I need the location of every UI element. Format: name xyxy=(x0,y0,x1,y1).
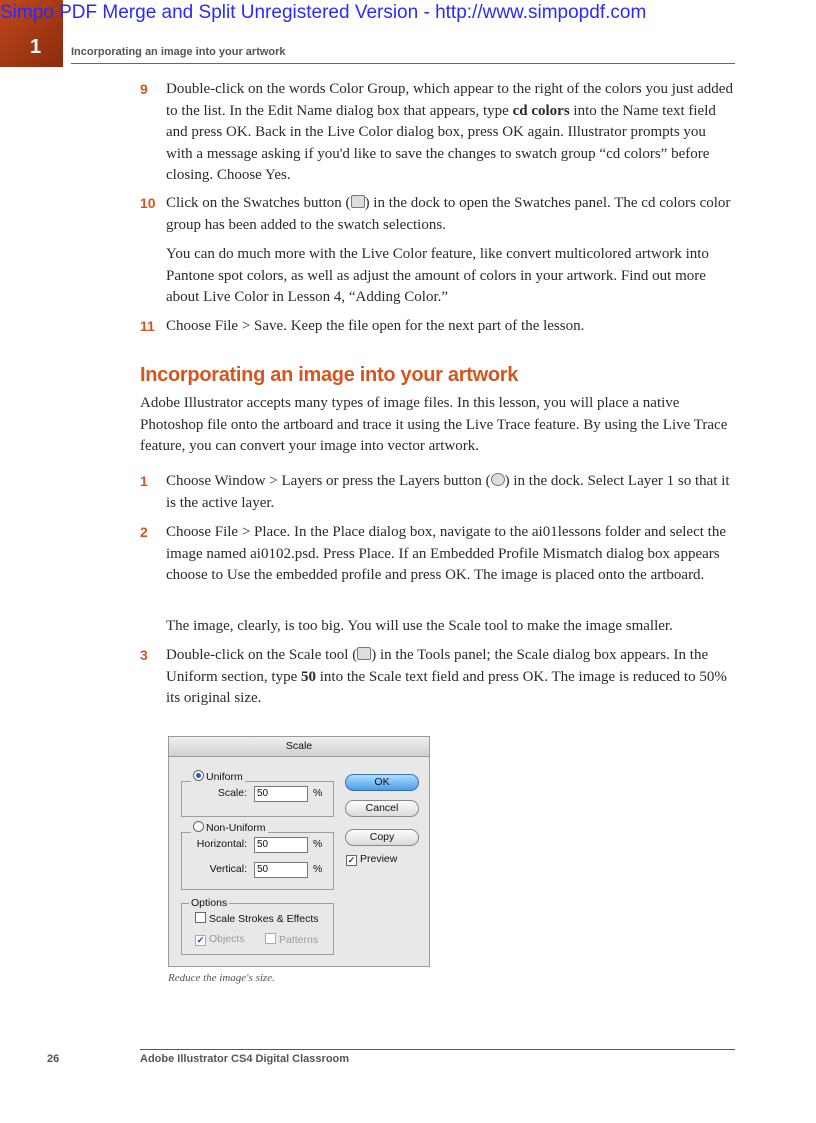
step-text-part: into the Name text field and press OK. Back in the Live Color dialog box, press OK again. Illustrator prompts you with a message asking if you'd like to save the changes to swatch group “cd colors” before closing. Choose Yes. xyxy=(166,102,716,183)
step-number: 1 xyxy=(140,473,148,489)
step-text-part: into the Scale text field and press OK. The image is reduced to 50% its original size. xyxy=(166,668,727,706)
horizontal-input[interactable]: 50 xyxy=(254,837,308,853)
patterns-checkbox[interactable] xyxy=(265,933,276,944)
step-9 xyxy=(140,79,736,187)
ok-button[interactable]: OK xyxy=(345,774,419,791)
uniform-option[interactable] xyxy=(191,770,245,783)
footer-rule xyxy=(140,1049,735,1050)
book-title: Adobe Illustrator CS4 Digital Classroom xyxy=(140,1053,350,1065)
scale-note: The image, clearly, is too big. You will use the Scale tool to make the image smaller. xyxy=(166,618,673,634)
vertical-input[interactable]: 50 xyxy=(254,862,308,878)
objects-label: Objects xyxy=(209,933,245,945)
typed-value: 50 xyxy=(300,668,316,685)
page-number: 26 xyxy=(47,1053,60,1065)
uniform-radio[interactable] xyxy=(193,770,204,781)
percent-sign: % xyxy=(313,838,323,850)
objects-option[interactable] xyxy=(195,933,245,946)
step-text: Choose File > Save. Keep the file open for the next part of the lesson. xyxy=(166,318,585,334)
step-text: Choose File > Place. In the Place dialog box, navigate to the ai01lessons folder and select the image named ai0102.psd. Press Place. If an Embedded Profile Mismatch dialog box appears choose to Use the embedded profile and press OK. The image is placed onto the artboard. xyxy=(166,524,726,583)
step-text-part: Double-click on the Scale tool ( xyxy=(166,647,358,663)
step-text-part: Click on the Swatches button ( xyxy=(166,195,351,211)
scale-input[interactable]: 50 xyxy=(254,786,308,802)
percent-sign: % xyxy=(313,863,323,875)
step-text-part: ) in the dock. Select Layer 1 so that it is the active layer. xyxy=(166,473,730,511)
figure-caption: Reduce the image's size. xyxy=(168,972,275,984)
nonuniform-label: Non-Uniform xyxy=(206,822,266,834)
step-text-part: Double-click on the words Color Group, which appear to the right of the colors you just added to the list. In the Edit Name dialog box that appears, type xyxy=(166,81,733,119)
step-number: 3 xyxy=(140,647,148,663)
uniform-label: Uniform xyxy=(206,771,243,783)
scale-strokes-label: Scale Strokes & Effects xyxy=(209,913,319,925)
step-text xyxy=(166,471,736,514)
step-text xyxy=(166,645,736,710)
dialog-title: Scale xyxy=(169,737,429,757)
step-number: 10 xyxy=(140,195,156,211)
step-text xyxy=(166,193,736,236)
step-number: 2 xyxy=(140,524,148,540)
horizontal-label: Horizontal: xyxy=(196,838,247,850)
preview-checkbox[interactable]: ✓ xyxy=(347,855,356,865)
scale-label: Scale: xyxy=(217,787,247,799)
step-text-part: ) in the Tools panel; the Scale dialog box appears. In the Uniform section, type xyxy=(166,647,709,685)
options-label: Options xyxy=(191,897,228,909)
options-group xyxy=(181,903,334,955)
scale-dialog xyxy=(168,736,430,967)
copy-button[interactable]: Copy xyxy=(345,829,419,846)
live-color-note: You can do much more with the Live Color feature, like convert multicolored artwork into Pantone spot colors, as well as adjust the amount of colors in your artwork. Find out more about Live Color in Lesson 4, “Adding Color.” xyxy=(166,246,709,305)
step-text-part: Choose Window > Layers or press the Layers button ( xyxy=(166,473,491,489)
step-text xyxy=(166,79,736,187)
percent-sign: % xyxy=(313,787,323,799)
step-11 xyxy=(140,316,736,338)
section-step-1 xyxy=(140,471,736,514)
step-number: 11 xyxy=(140,318,155,334)
watermark-text: Simpo PDF Merge and Split Unregistered Version - http://www.simpopdf.com xyxy=(0,2,647,23)
header-rule xyxy=(71,63,735,64)
layers-icon xyxy=(491,473,505,486)
scale-strokes-checkbox[interactable] xyxy=(195,912,206,923)
step-number: 9 xyxy=(140,81,148,97)
cancel-button[interactable]: Cancel xyxy=(345,800,419,817)
running-head: Incorporating an image into your artwork xyxy=(71,46,286,58)
scale-strokes-option[interactable] xyxy=(195,912,319,925)
patterns-option[interactable] xyxy=(265,933,318,946)
chapter-number: 1 xyxy=(30,36,42,58)
preview-label: Preview xyxy=(360,853,398,865)
section-step-3 xyxy=(140,645,736,710)
patterns-label: Patterns xyxy=(279,934,319,946)
section-step-2 xyxy=(140,522,736,587)
vertical-label: Vertical: xyxy=(209,863,247,875)
typed-value: cd colors xyxy=(512,102,570,119)
section-heading: Incorporating an image into your artwork xyxy=(140,364,519,386)
section-intro: Adobe Illustrator accepts many types of image files. In this lesson, you will place a native Photoshop file onto the artboard and trace it using the Live Trace feature. By using the Live Trace feature, you can convert your image into vector artwork. xyxy=(140,395,728,454)
preview-option[interactable] xyxy=(346,853,397,866)
nonuniform-radio[interactable] xyxy=(193,821,204,832)
swatches-icon xyxy=(351,195,365,208)
nonuniform-option[interactable] xyxy=(191,821,268,834)
step-10 xyxy=(140,193,736,236)
step-text-part: ) in the dock to open the Swatches panel. The cd colors color group has been added to the swatch selections. xyxy=(166,195,731,233)
scale-tool-icon xyxy=(357,647,371,660)
objects-checkbox[interactable]: ✓ xyxy=(196,935,205,945)
